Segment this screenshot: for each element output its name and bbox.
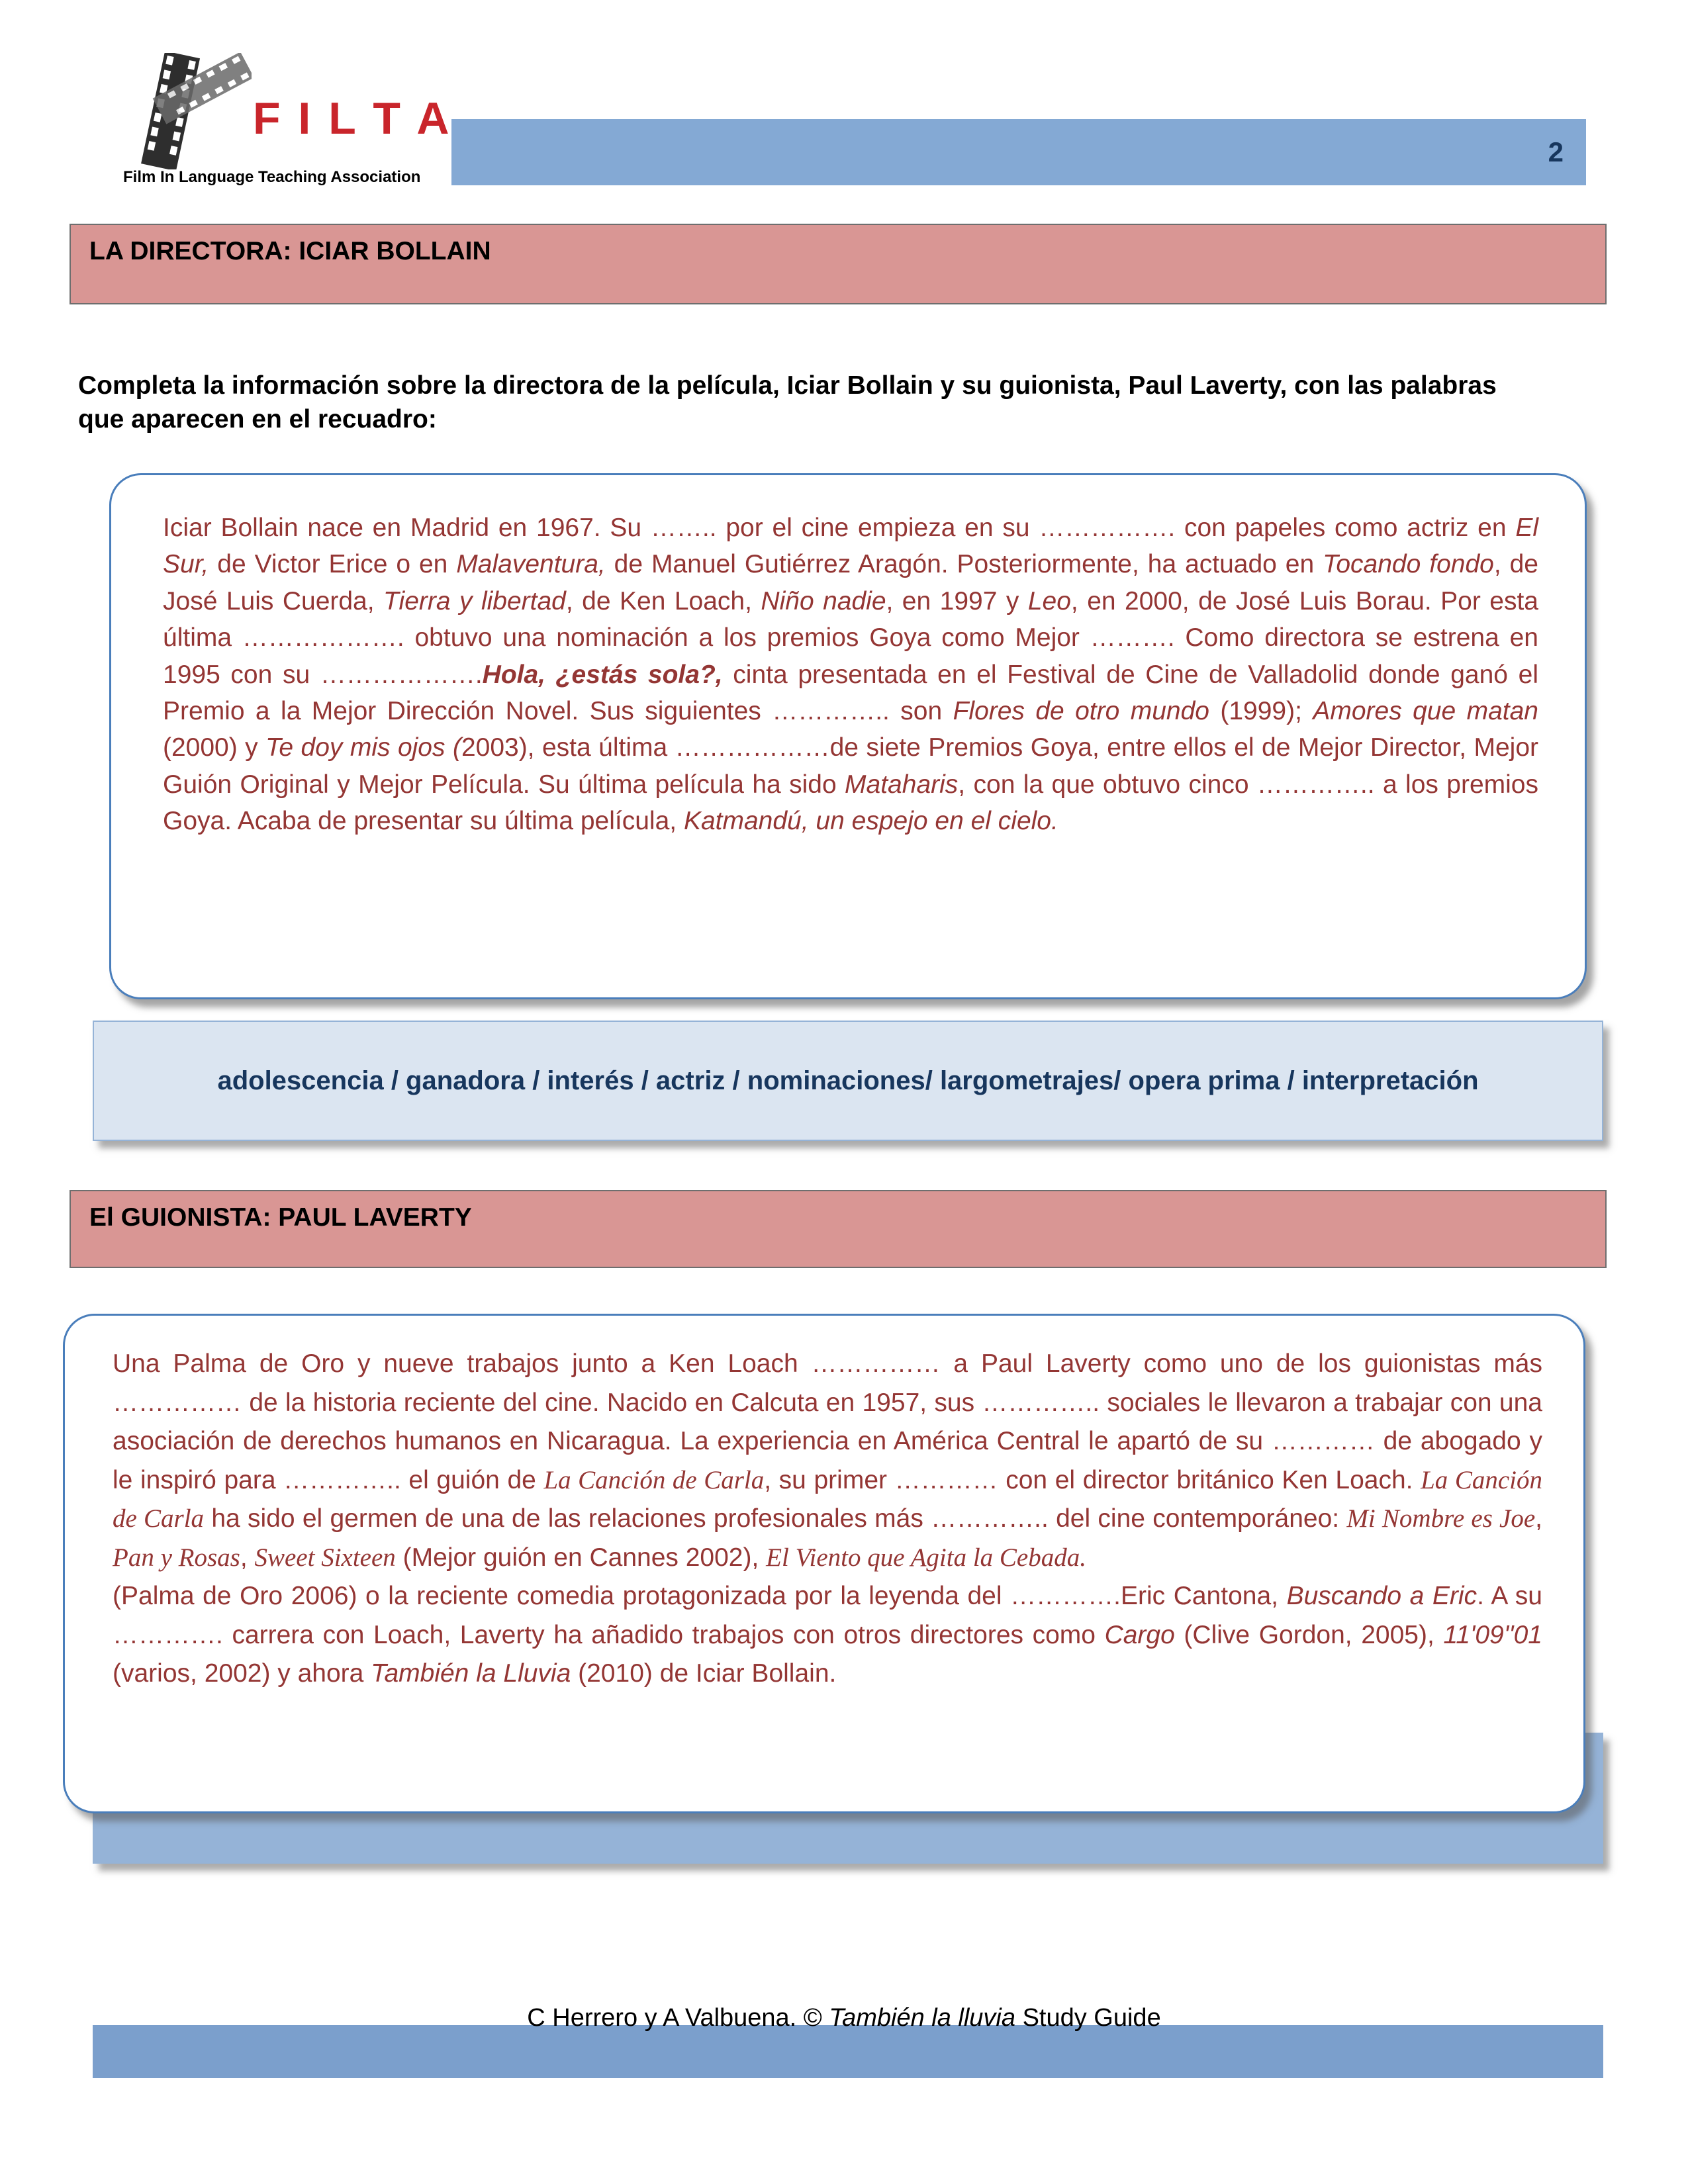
director-bio-text: Iciar Bollain nace en Madrid en 1967. Su …….. por el cine empieza en su ……………. con papeles como actriz en El Sur, de Victor Erice o en Malaventura, de Manuel Gutiérrez Aragón. Posteriormente, ha actuado en Tocando fondo, de José Luis Cuerda, Tierra y libertad, de Ken Loach, Niño nadie, en 1997 y Leo, en 2000, de José Luis Borau. Por esta última ………………. obtuvo una nominación a los premios Goya como Mejor ………. Como directora se estrena en 1995 con su ……………….Hola, ¿estás sola?, cinta presentada en el Festival de Cine de Valladolid donde ganó el Premio a la Mejor Dirección Novel. Sus siguientes ………….. son Flores de otro mundo (1999); Amores que matan (2000) y Te doy mis ojos (2003), esta última ………………de siete Premios Goya, entre ellos el de Mejor Director, Mejor Guión Original y Mejor Película. Su última película ha sido Mataharis, con la que obtuvo cinco ………….. a los premios Goya. Acaba de presentar su última película, Katmandú, un espejo en el cielo. xyxy=(163,514,1539,835)
logo-tagline: Film In Language Teaching Association xyxy=(123,168,421,186)
film-strip-icon xyxy=(122,53,252,169)
writer-bio-text: Una Palma de Oro y nueve trabajos junto a Ken Loach …………… a Paul Laverty como uno de los guionistas más …………… de la historia reciente del cine. Nacido en Calcuta en 1957, sus ………….. sociales le llevaron a trabajar con una asociación de derechos humanos en Nicaragua. La experiencia en América Central le apartó de su ………… de abogado y le inspiró para ………….. el guión de La Canción de Carla, su primer ………… con el director británico Ken Loach. La Canción de Carla ha sido el germen de una de las relaciones profesionales más ………….. del cine contemporáneo: Mi Nombre es Joe, Pan y Rosas, Sweet Sixteen (Mejor guión en Cannes 2002), El Viento que Agita la Cebada. (Palma de Oro 2006) o la reciente comedia protagonizada por la leyenda del ………….Eric Cantona, Buscando a Eric. A su …………. carrera con Loach, Laverty ha añadido trabajos con otros directores como Cargo (Clive Gordon, 2005), 11'09''01 (varios, 2002) y ahora También la Lluvia (2010) de Iciar Bollain. xyxy=(113,1349,1542,1688)
page-number: 2 xyxy=(1548,136,1564,167)
footer-credit: C Herrero y A Valbuena. © También la lluvia Study Guide xyxy=(527,2004,1161,2032)
logo-brand: F I L T A xyxy=(253,93,452,144)
section-banner-writer xyxy=(70,1190,1607,1268)
instructions-text: Completa la información sobre la directora de la película, Iciar Bollain y su guionista, Paul Laverty, con las palabras que aparecen en el recuadro: xyxy=(78,371,1497,433)
writer-bio-box xyxy=(63,1314,1585,1813)
director-bio-box xyxy=(109,473,1587,999)
footer-bar xyxy=(93,2025,1603,2078)
word-bank-box xyxy=(93,1021,1603,1141)
filta-logo xyxy=(120,53,451,193)
section-banner-director-label: LA DIRECTORA: ICIAR BOLLAIN xyxy=(89,237,491,265)
section-banner-writer-label: El GUIONISTA: PAUL LAVERTY xyxy=(89,1203,472,1232)
section-banner-director xyxy=(70,224,1607,304)
word-bank-text: adolescencia / ganadora / interés / actriz / nominaciones/ largometrajes/ opera prima / interpretación xyxy=(217,1066,1479,1095)
